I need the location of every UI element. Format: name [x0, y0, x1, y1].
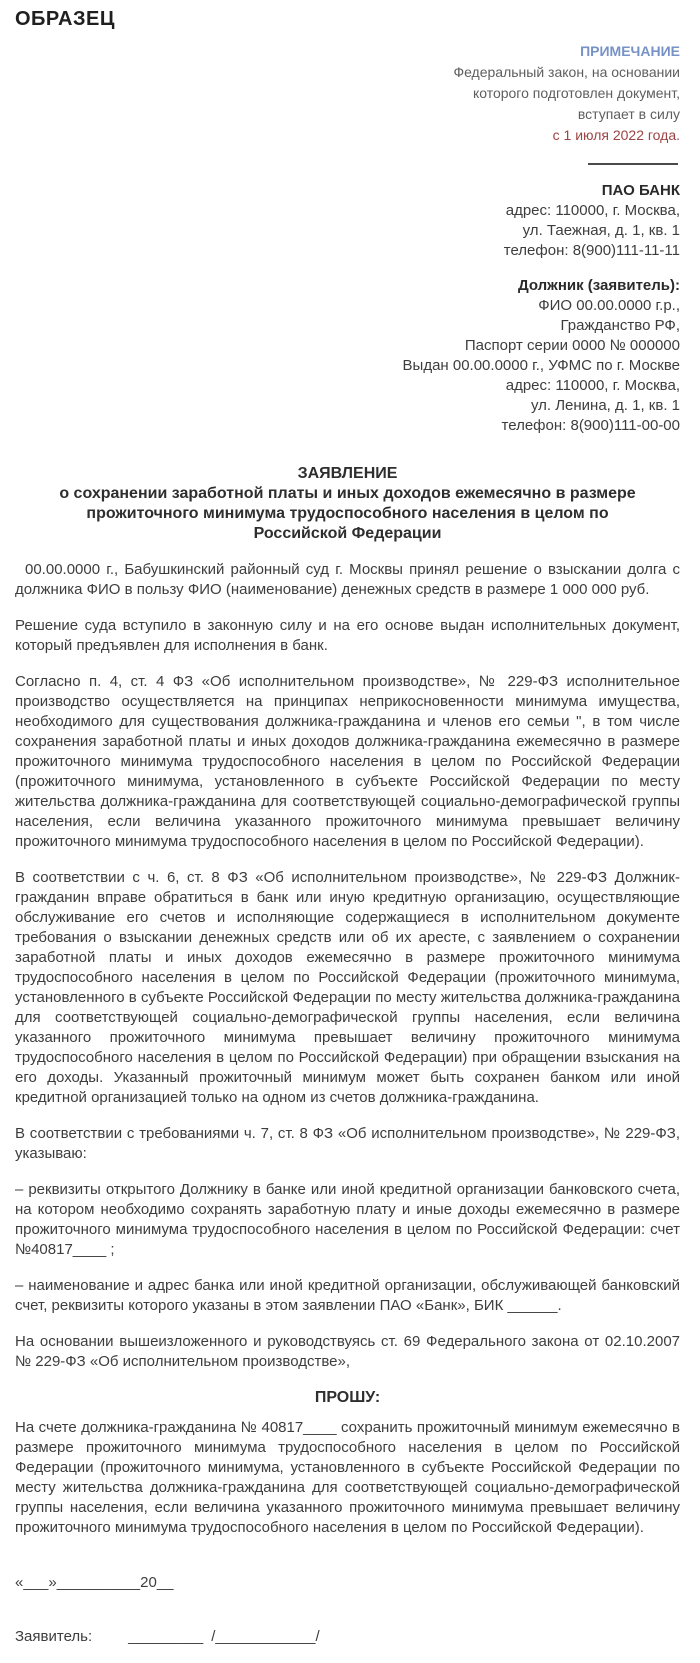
document-title-heading: ЗАЯВЛЕНИЕ — [297, 465, 398, 482]
recipient-line: адрес: 110000, г. Москва, — [505, 202, 680, 219]
applicant-line: Выдан 00.00.0000 г., УФМС по г. Москве — [402, 357, 680, 374]
applicant-line: Паспорт серии 0000 № 000000 — [464, 337, 680, 354]
request-paragraph: На счете должника-гражданина № 40817____ сохранить прожиточный минимум ежемесячно в размере прожиточного минимума трудоспособного населения в целом по Российской Федерации (прожиточного минимума, установленного в субъекте Российской Федерации по месту жительства должника-гражданина для соответствующей социально-демографической группы населения, если величина указанного прожиточного минимума превышает величину прожиточного минимума трудоспособного населения в целом по Российской Федерации). — [15, 1419, 680, 1536]
paragraph: На основании вышеизложенного и руководствуясь ст. 69 Федерального закона от 02.10.2007 № 229-ФЗ «Об исполнительном производстве», — [15, 1333, 680, 1370]
paragraph: 00.00.0000 г., Бабушкинский районный суд г. Москвы принял решение о взыскании долга с должника ФИО в пользу ФИО (наименование) денежных средств в размере 1 000 000 руб. — [15, 561, 680, 598]
document-title — [38, 464, 658, 544]
signer-label: Заявитель: — [15, 1628, 93, 1645]
note-line: Федеральный закон, на основании — [453, 64, 680, 80]
recipient-line: телефон: 8(900)111-11-11 — [503, 242, 680, 259]
applicant-line: телефон: 8(900)111-00-00 — [501, 417, 680, 434]
applicant-line: ул. Ленина, д. 1, кв. 1 — [530, 397, 680, 414]
applicant-label: Должник (заявитель): — [518, 277, 680, 294]
recipient-block — [15, 181, 680, 261]
paragraph: В соответствии с требованиями ч. 7, ст. 8 ФЗ «Об исполнительном производстве», № 229-ФЗ, указываю: — [15, 1125, 680, 1162]
applicant-line: ФИО 00.00.0000 г.р., — [538, 297, 680, 314]
divider-line — [588, 163, 678, 165]
paragraph: – наименование и адрес банка или иной кредитной организации, обслуживающей банковский счет, реквизиты которого указаны в этом заявлении ПАО «Банк», БИК ______. — [15, 1277, 680, 1314]
applicant-line: Гражданство РФ, — [560, 317, 680, 334]
applicant-line: адрес: 110000, г. Москва, — [505, 377, 680, 394]
paragraph: В соответствии с ч. 6, ст. 8 ФЗ «Об исполнительном производстве», № 229-ФЗ Должник-гражданин вправе обратиться в банк или иную кредитную организацию, осуществляющие обслуживание его счетов и исполняющие содержащиеся в исполнительном документе требования о взыскании денежных средств или об их аресте, с заявлением о сохранении заработной платы и иных доходов ежемесячно в размере прожиточного минимума трудоспособного населения в целом по Российской Федерации (прожиточного минимума, установленного в субъекте Российской Федерации по месту жительства должника-гражданина для соответствующей социально-демографической группы населения, если величина указанного прожиточного минимума превышает величину прожиточного минимума трудоспособного населения в целом по Российской Федерации) при обращении взыскания на его доходы. Указанный прожиточный минимум может быть сохранен банком или иной кредитной организацией только на одном из счетов должника-гражданина. — [15, 869, 680, 1106]
paragraph: Согласно п. 4, ст. 4 ФЗ «Об исполнительном производстве», № 229-ФЗ исполнительное производство осуществляется на принципах неприкосновенности минимума имущества, необходимого для существования должника-гражданина и членов его семьи ", в том числе сохранения заработной платы и иных доходов должника-гражданина ежемесячно в размере прожиточного минимума трудоспособного населения в целом по Российской Федерации (прожиточного минимума, установленного в субъекте Российской Федерации по месту жительства должника-гражданина для соответствующей социально-демографической группы населения, если величина указанного прожиточного минимума превышает величину прожиточного минимума трудоспособного населения в целом по Российской Федерации). — [15, 673, 680, 850]
recipient-name: ПАО БАНК — [601, 182, 680, 199]
paragraph: – реквизиты открытого Должнику в банке или иной кредитной организации банковского счета, на котором необходимо сохранять заработную плату и иные доходы ежемесячно в размере прожиточного минимума трудоспособного населения в целом по Российской Федерации: счет №40817____ ; — [15, 1181, 680, 1258]
note-line: которого подготовлен документ, — [472, 85, 680, 101]
request-heading: ПРОШУ: — [314, 1389, 381, 1406]
signer-name-blank: /____________/ — [211, 1628, 320, 1645]
signer-row — [15, 1627, 680, 1647]
sample-label: ОБРАЗЕЦ — [15, 8, 115, 30]
note-title: ПРИМЕЧАНИЕ — [580, 43, 680, 59]
note-block — [15, 41, 680, 146]
paragraph: Решение суда вступило в законную силу и на его основе выдан исполнительных документ, который предъявлен для исполнения в банк. — [15, 617, 680, 654]
applicant-block — [15, 276, 680, 436]
note-line: вступает в силу — [577, 106, 680, 122]
signature-blank: _________ — [128, 1628, 204, 1645]
note-highlight-date: с 1 июля 2022 года. — [552, 127, 680, 143]
date-blank-line: «___»__________20__ — [15, 1574, 174, 1591]
recipient-line: ул. Таежная, д. 1, кв. 1 — [522, 222, 680, 239]
document-title-subheading: о сохранении заработной платы и иных доходов ежемесячно в размере прожиточного минимума трудоспособного населения в целом по Российской Федерации — [59, 485, 636, 542]
